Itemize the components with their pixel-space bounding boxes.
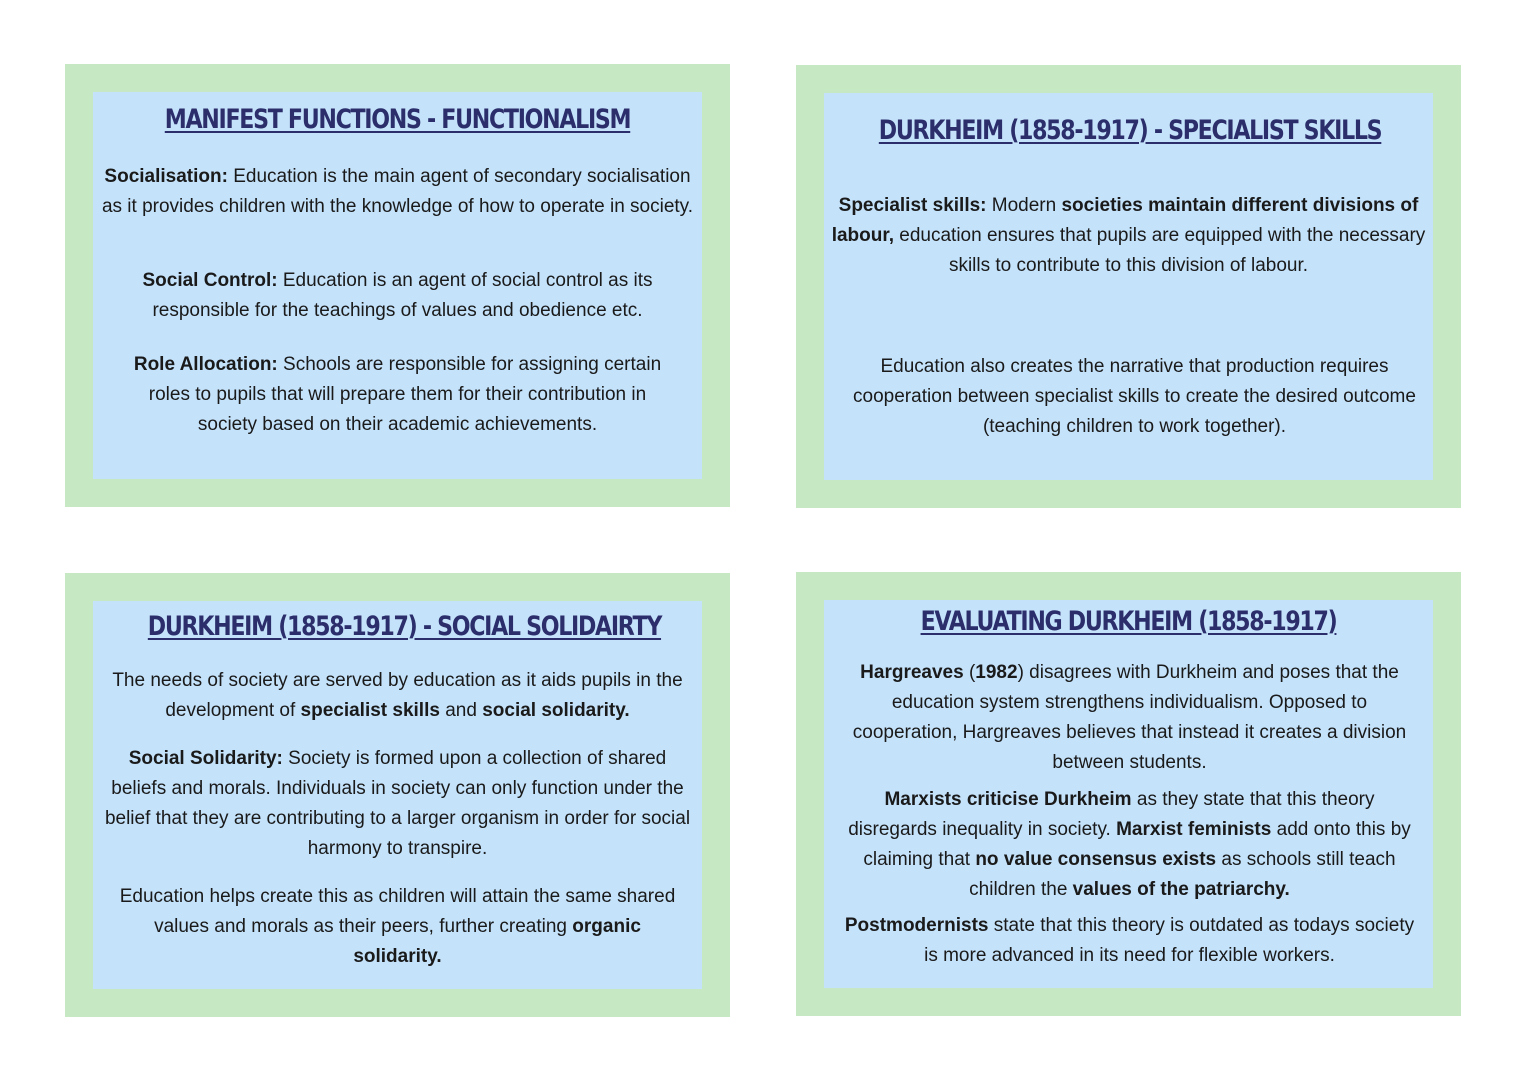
term-text: add onto this by claiming that (863, 819, 1411, 870)
paragraph-specialist-skills (830, 191, 1427, 281)
term-text: Education also creates the narrative that production requires cooperation between specialist skills to create the desired outcome (teaching children to work together). (853, 356, 1416, 437)
term-text: ( (963, 662, 976, 683)
term-bold: societies maintain different divisions of labour, (831, 195, 1419, 246)
term-label: Specialist skills: (838, 195, 987, 216)
card-social-solidarity (65, 573, 730, 1017)
term-bold: specialist skills (300, 700, 440, 721)
term-text: state that this theory is outdated as todays society is more advanced in its need for flexible workers. (924, 915, 1415, 966)
term-text: and (439, 700, 483, 721)
term-text: ) disagrees with Durkheim and poses that the education system strengthens individualism. Opposed to cooperation, Hargreaves believes that instead it creates a division between students. (852, 662, 1407, 773)
term-label: Social Control: (142, 270, 278, 291)
term-text: Education is the main agent of secondary socialisation as it provides children with the knowledge of how to operate in society. (101, 166, 694, 217)
paragraph-social-control (111, 266, 684, 326)
card-specialist-skills (796, 65, 1461, 508)
paragraph-postmodernists (840, 911, 1419, 971)
term-text: education ensures that pupils are equipped with the necessary skills to contribute to this division of labour. (894, 225, 1426, 276)
card-title: DURKHEIM (1858-1917) - SOCIAL SOLIDAIRTY (147, 611, 662, 642)
term-bold: Hargreaves (860, 662, 964, 683)
term-label: Role Allocation: (133, 354, 278, 375)
term-bold: values of the patriarchy. (1072, 879, 1290, 900)
paragraph-role-allocation (133, 350, 662, 440)
term-label: Socialisation: (104, 166, 228, 187)
term-bold: 1982 (975, 662, 1018, 683)
term-text: Schools are responsible for assigning certain roles to pupils that will prepare them for their contribution in society based on their academic achievements. (148, 354, 662, 435)
paragraph-marxists (840, 785, 1419, 905)
paragraph-needs-of-society (101, 666, 694, 726)
term-label: Social Solidarity: (128, 748, 283, 769)
term-text: Society is formed upon a collection of shared beliefs and morals. Individuals in society can only function under the belief that they are contributing to a larger organism in order for social harmony to transpire. (104, 748, 691, 859)
card-inner (824, 600, 1433, 988)
card-title: MANIFEST FUNCTIONS - FUNCTIONALISM (164, 104, 631, 135)
card-inner (93, 601, 702, 989)
term-bold: organic solidarity. (353, 916, 641, 967)
paragraph-hargreaves (840, 658, 1419, 778)
card-title: EVALUATING DURKHEIM (1858-1917) (920, 606, 1337, 637)
card-title: DURKHEIM (1858-1917) - SPECIALIST SKILLS (878, 115, 1382, 146)
term-text: Modern (986, 195, 1062, 216)
paragraph-socialisation (99, 162, 696, 222)
term-bold: no value consensus exists (975, 849, 1217, 870)
term-bold: social solidarity. (482, 700, 630, 721)
term-text: as schools still teach children the (969, 849, 1396, 900)
term-text: as they state that this theory disregards inequality in society. (848, 789, 1375, 840)
card-inner (93, 92, 702, 479)
term-bold: Marxists criticise Durkheim (884, 789, 1132, 810)
term-bold: Postmodernists (844, 915, 989, 936)
term-text: Education helps create this as children will attain the same shared values and morals as their peers, further creating (119, 886, 676, 937)
card-manifest-functions (65, 64, 730, 507)
term-text: The needs of society are served by education as it aids pupils in the development of (112, 670, 683, 721)
card-evaluating-durkheim (796, 572, 1461, 1016)
card-inner (824, 93, 1433, 480)
paragraph-cooperation (842, 352, 1427, 442)
paragraph-organic-solidarity (115, 882, 680, 972)
term-text: Education is an agent of social control as its responsible for the teachings of values and obedience etc. (152, 270, 653, 321)
paragraph-social-solidarity (99, 744, 696, 864)
term-bold: Marxist feminists (1116, 819, 1272, 840)
